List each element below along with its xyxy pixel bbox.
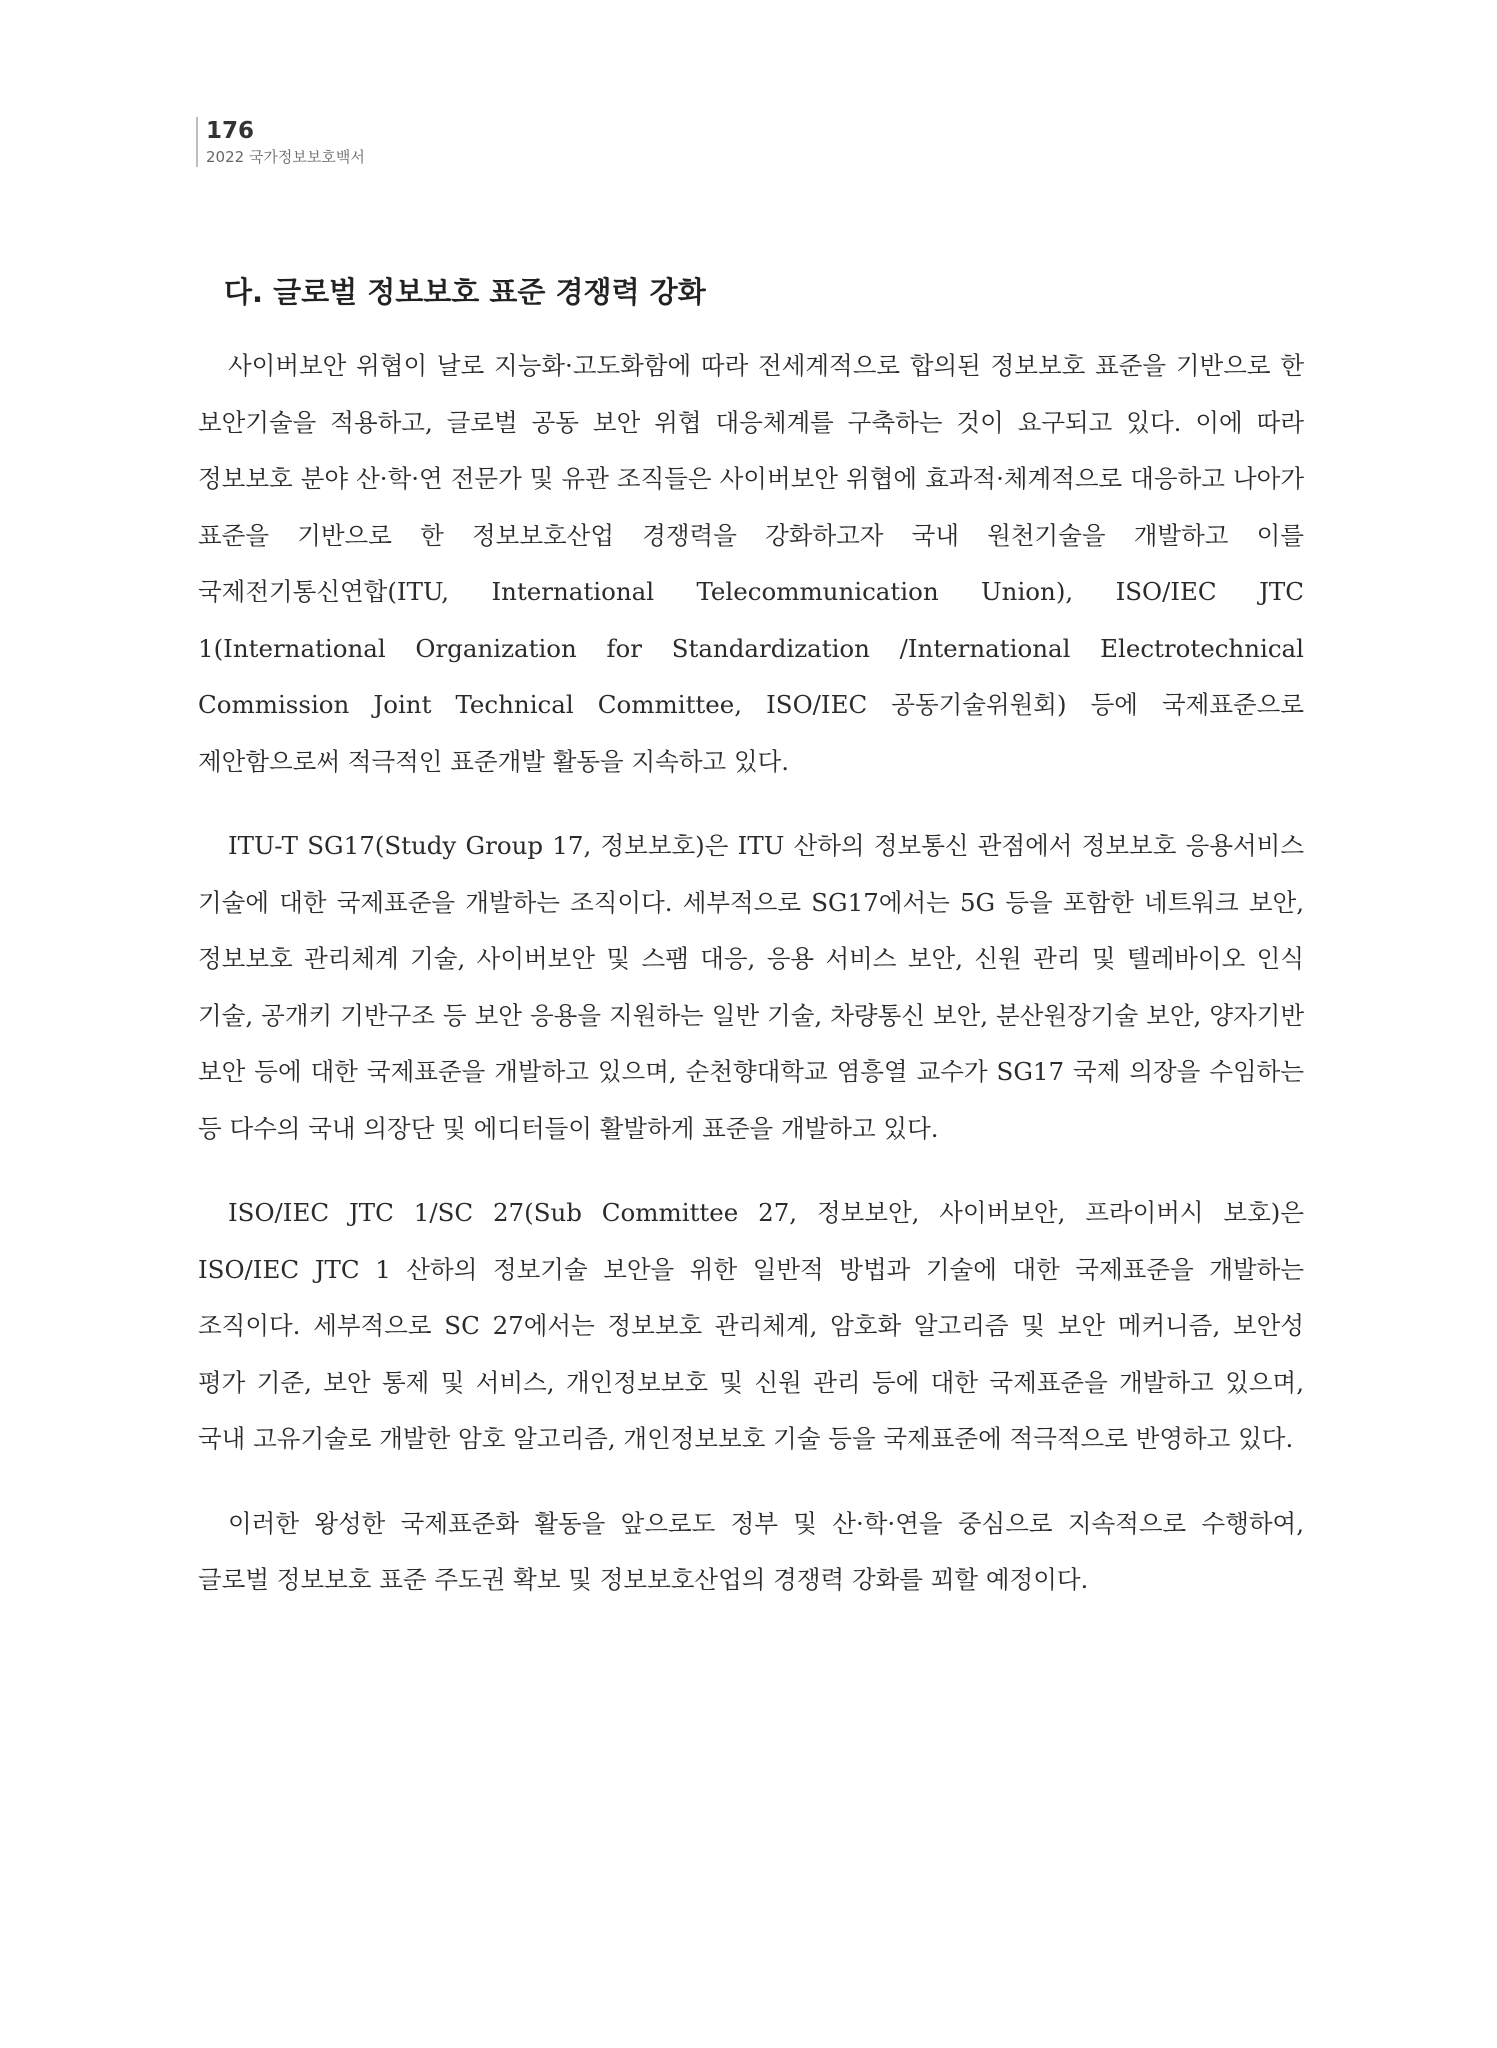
paragraph-2: ITU-T SG17(Study Group 17, 정보보호)은 ITU 산하의 정보통신 관점에서 정보보호 응용서비스 기술에 대한 국제표준을 개발하는 조직이다. 세부적으로 SG17에서는 5G 등을 포함한 네트워크 보안, 정보보호 관리체계 기술, 사이버보안 및 스팸 대응, 응용 서비스 보안, 신원 관리 및 텔레바이오 인식 기술, 공개키 기반구조 등 보안 응용을 지원하는 일반 기술, 차량통신 보안, 분산원장기술 보안, 양자기반 보안 등에 대한 국제표준을 개발하고 있으며, 순천향대학교 염흥열 교수가 SG17 국제 의장을 수임하는 등 다수의 국내 의장단 및 에디터들이 활발하게 표준을 개발하고 있다. <box>198 831 1304 1143</box>
running-title: 2022 국가정보보호백서 <box>206 148 365 166</box>
section-title: 다. 글로벌 정보보호 표준 경쟁력 강화 <box>224 275 706 309</box>
body-text <box>198 338 1304 1637</box>
paragraph-3: ISO/IEC JTC 1/SC 27(Sub Committee 27, 정보보안, 사이버보안, 프라이버시 보호)은 ISO/IEC JTC 1 산하의 정보기술 보안을 위한 일반적 방법과 기술에 대한 국제표준을 개발하는 조직이다. 세부적으로 SC 27에서는 정보보호 관리체계, 암호화 알고리즘 및 보안 메커니즘, 보안성 평가 기준, 보안 통제 및 서비스, 개인정보보호 및 신원 관리 등에 대한 국제표준을 개발하고 있으며, 국내 고유기술로 개발한 암호 알고리즘, 개인정보보호 기술 등을 국제표준에 적극적으로 반영하고 있다. <box>198 1198 1304 1453</box>
paragraph-1: 사이버보안 위협이 날로 지능화·고도화함에 따라 전세계적으로 합의된 정보보호 표준을 기반으로 한 보안기술을 적용하고, 글로벌 공동 보안 위협 대응체계를 구축하는 것이 요구되고 있다. 이에 따라 정보보호 분야 산·학·연 전문가 및 유관 조직들은 사이버보안 위협에 효과적·체계적으로 대응하고 나아가 표준을 기반으로 한 정보보호산업 경쟁력을 강화하고자 국내 원천기술을 개발하고 이를 국제전기통신연합(ITU, International Telecommunication Union), ISO/IEC JTC 1(International Organization for Standardization /International Electrotechnical Commission Joint Technical Committee, ISO/IEC 공동기술위원회) 등에 국제표준으로 제안함으로써 적극적인 표준개발 활동을 지속하고 있다. <box>198 351 1304 776</box>
paragraph-4: 이러한 왕성한 국제표준화 활동을 앞으로도 정부 및 산·학·연을 중심으로 지속적으로 수행하여, 글로벌 정보보호 표준 주도권 확보 및 정보보호산업의 경쟁력 강화를 꾀할 예정이다. <box>198 1508 1304 1594</box>
page-header <box>196 117 365 167</box>
page-number: 176 <box>206 118 255 144</box>
